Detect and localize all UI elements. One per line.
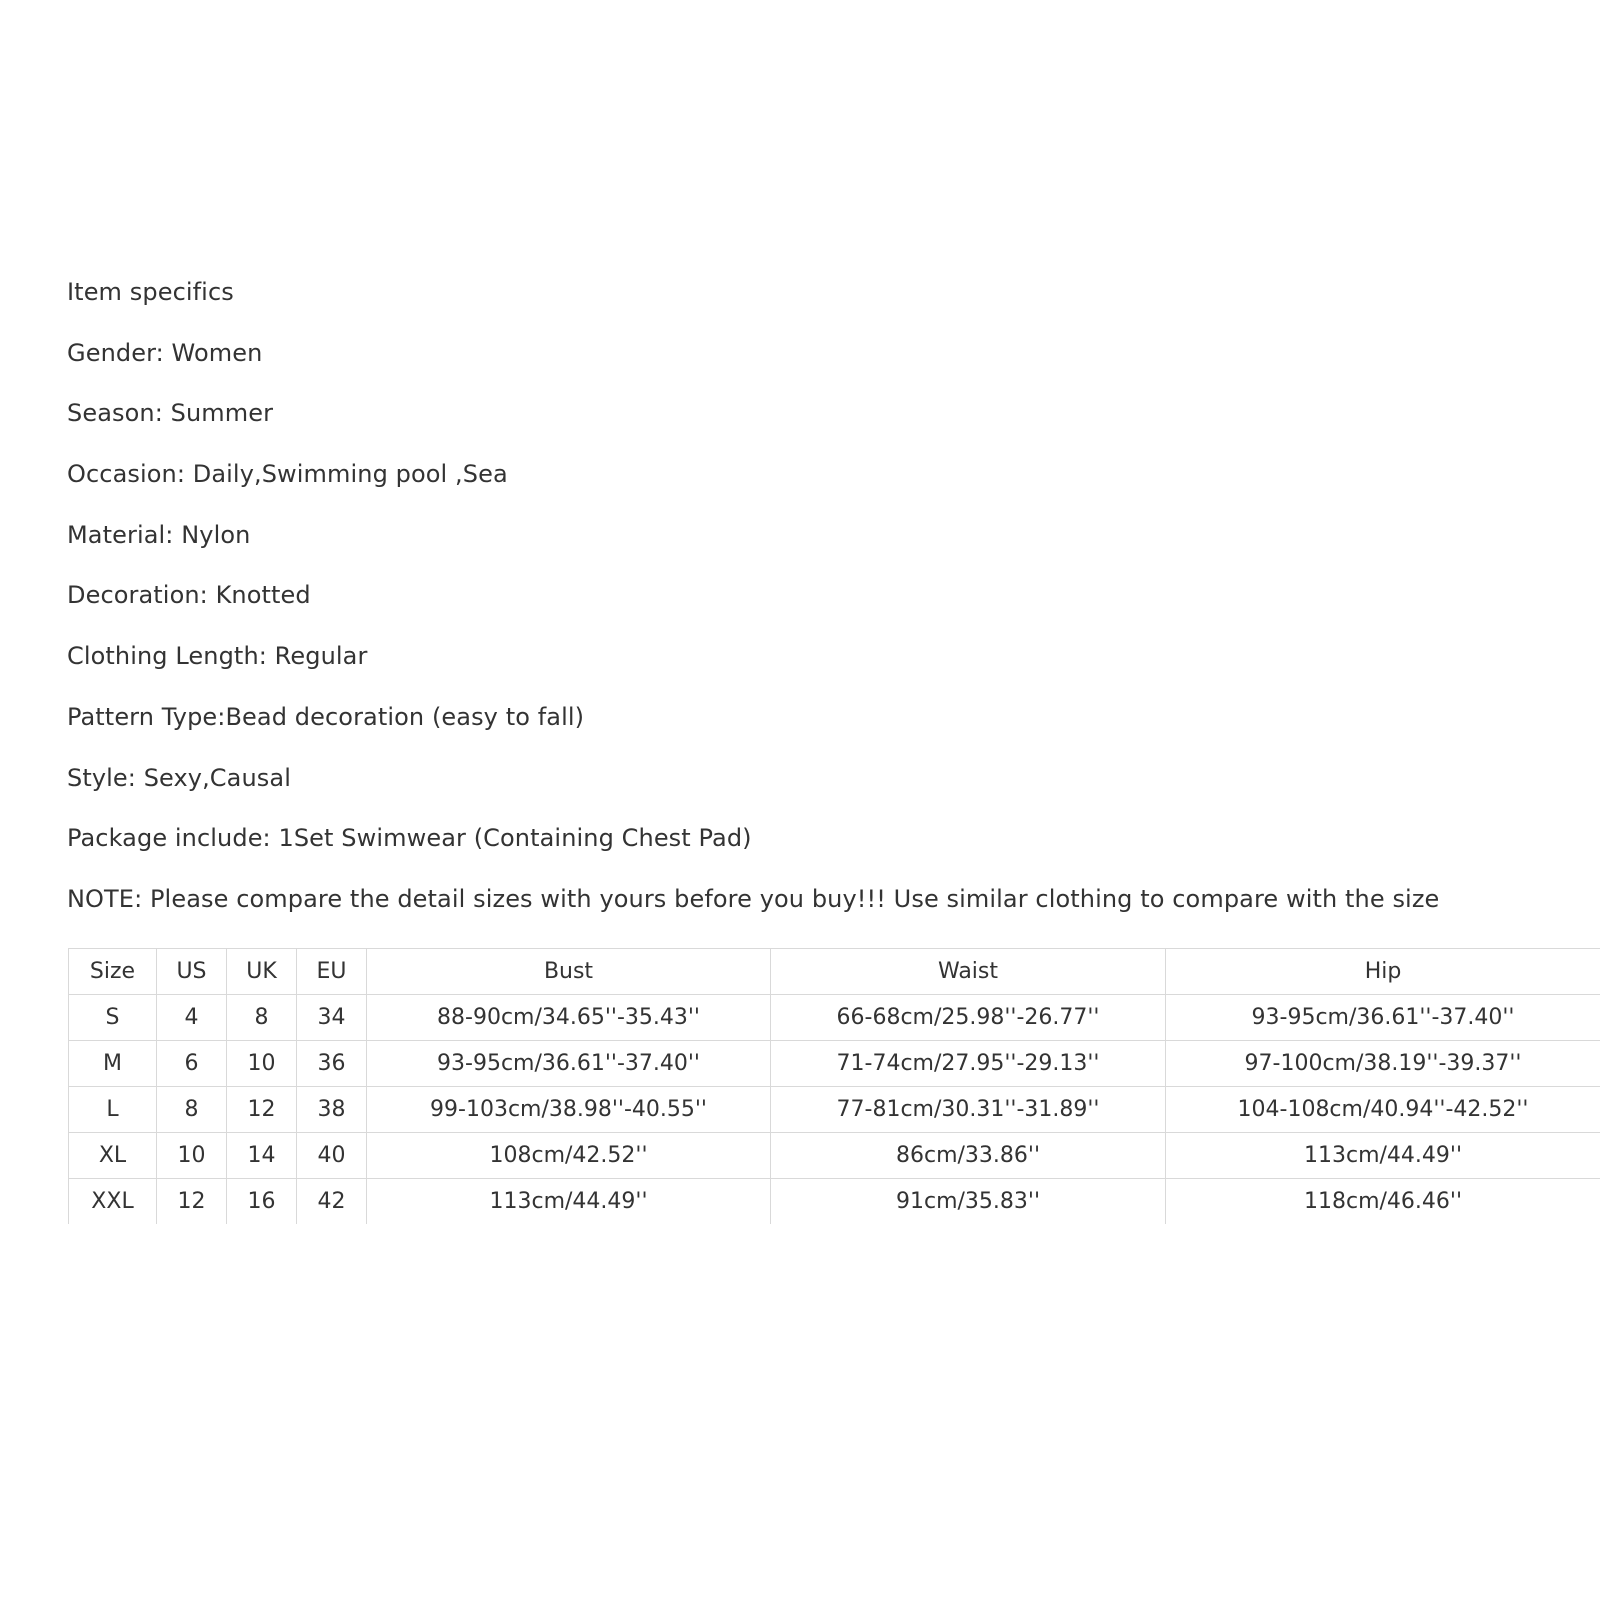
table-row [69, 1041, 1600, 1087]
cell-waist: 77-81cm/30.31''-31.89'' [771, 1087, 1166, 1133]
cell-bust: 93-95cm/36.61''-37.40'' [367, 1041, 771, 1087]
cell-eu: 40 [297, 1133, 367, 1179]
cell-eu: 42 [297, 1179, 367, 1225]
spec-clothing-length: Clothing Length: Regular [67, 642, 368, 671]
spec-season: Season: Summer [67, 399, 274, 428]
cell-hip: 113cm/44.49'' [1166, 1133, 1600, 1179]
spec-pattern-type: Pattern Type:Bead decoration (easy to fall) [67, 702, 585, 731]
cell-eu: 36 [297, 1041, 367, 1087]
size-chart-table [68, 948, 1600, 1224]
cell-us: 12 [157, 1179, 227, 1225]
header-waist: Waist [771, 949, 1166, 995]
cell-waist: 66-68cm/25.98''-26.77'' [771, 995, 1166, 1041]
cell-waist: 86cm/33.86'' [771, 1133, 1166, 1179]
cell-hip: 97-100cm/38.19''-39.37'' [1166, 1041, 1600, 1087]
cell-bust: 108cm/42.52'' [367, 1133, 771, 1179]
spec-material: Material: Nylon [67, 520, 251, 549]
cell-hip: 93-95cm/36.61''-37.40'' [1166, 995, 1600, 1041]
cell-hip: 118cm/46.46'' [1166, 1179, 1600, 1225]
table-row [69, 1087, 1600, 1133]
cell-size: XL [69, 1133, 157, 1179]
cell-waist: 91cm/35.83'' [771, 1179, 1166, 1225]
table-row [69, 995, 1600, 1041]
size-note: NOTE: Please compare the detail sizes with yours before you buy!!! Use similar clothing to compare with the size [67, 884, 1440, 913]
cell-eu: 34 [297, 995, 367, 1041]
spec-occasion: Occasion: Daily,Swimming pool ,Sea [67, 460, 508, 489]
spec-gender: Gender: Women [67, 338, 263, 367]
cell-uk: 16 [227, 1179, 297, 1225]
spec-package-include: Package include: 1Set Swimwear (Containing Chest Pad) [67, 824, 752, 853]
cell-bust: 99-103cm/38.98''-40.55'' [367, 1087, 771, 1133]
cell-size: L [69, 1087, 157, 1133]
cell-uk: 12 [227, 1087, 297, 1133]
header-bust: Bust [367, 949, 771, 995]
cell-size: S [69, 995, 157, 1041]
cell-size: M [69, 1041, 157, 1087]
cell-uk: 14 [227, 1133, 297, 1179]
cell-hip: 104-108cm/40.94''-42.52'' [1166, 1087, 1600, 1133]
cell-bust: 113cm/44.49'' [367, 1179, 771, 1225]
table-row [69, 1179, 1600, 1225]
item-specifics-list [67, 276, 1439, 944]
cell-us: 6 [157, 1041, 227, 1087]
spec-decoration: Decoration: Knotted [67, 581, 311, 610]
spec-style: Style: Sexy,Causal [67, 763, 291, 792]
item-specifics-heading: Item specifics [67, 278, 234, 306]
header-hip: Hip [1166, 949, 1600, 995]
header-uk: UK [227, 949, 297, 995]
cell-uk: 8 [227, 995, 297, 1041]
cell-waist: 71-74cm/27.95''-29.13'' [771, 1041, 1166, 1087]
header-size: Size [69, 949, 157, 995]
cell-us: 10 [157, 1133, 227, 1179]
header-eu: EU [297, 949, 367, 995]
cell-us: 8 [157, 1087, 227, 1133]
size-table-header-row [69, 949, 1600, 995]
cell-eu: 38 [297, 1087, 367, 1133]
cell-size: XXL [69, 1179, 157, 1225]
cell-bust: 88-90cm/34.65''-35.43'' [367, 995, 771, 1041]
cell-uk: 10 [227, 1041, 297, 1087]
cell-us: 4 [157, 995, 227, 1041]
table-row [69, 1133, 1600, 1179]
header-us: US [157, 949, 227, 995]
